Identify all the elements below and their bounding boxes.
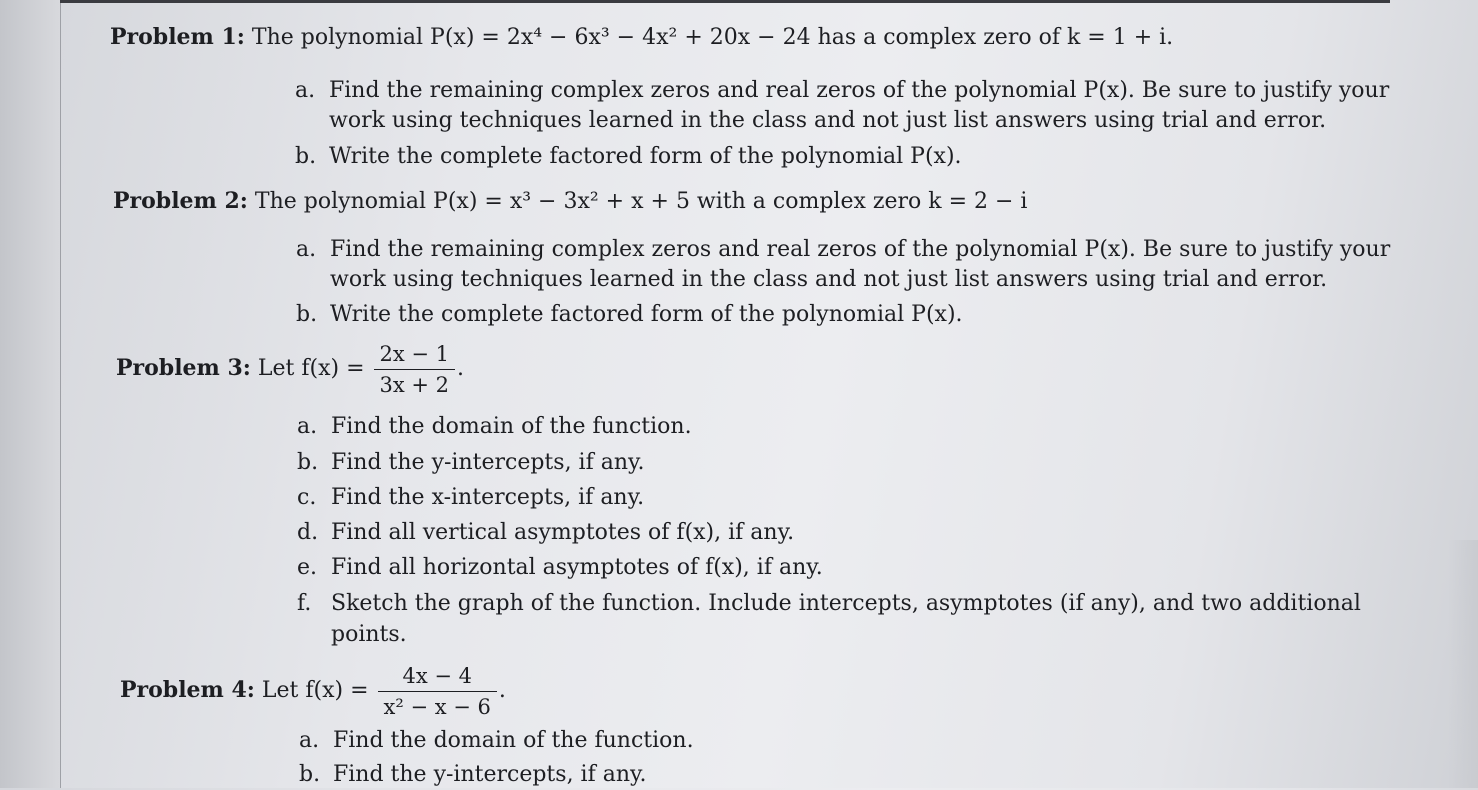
- part-text: Find the remaining complex zeros and real zeros of the polynomial P(x). Be sure to justify your: [329, 78, 1390, 103]
- part-letter: e.: [297, 555, 318, 580]
- part-text: Write the complete factored form of the polynomial P(x).: [330, 302, 963, 327]
- part-letter: a.: [297, 414, 318, 439]
- fraction-numerator: 4x − 4: [378, 663, 497, 692]
- problem-3-part-b: [297, 448, 645, 478]
- part-text: Find the y-intercepts, if any.: [331, 450, 645, 475]
- problem-3-part-a: [297, 412, 692, 442]
- problem-2-part-a-continuation: work using techniques learned in the class and not just list answers using trial and error.: [330, 267, 1328, 292]
- part-letter: b.: [296, 302, 318, 327]
- problem-2-label: Problem 2:: [113, 188, 248, 214]
- problem-1-label: Problem 1:: [110, 24, 245, 50]
- problem-2-statement: The polynomial P(x) = x³ − 3x² + x + 5 with a complex zero k = 2 − i: [254, 189, 1028, 214]
- fraction-numerator: 2x − 1: [374, 341, 456, 370]
- part-text: Find the y-intercepts, if any.: [333, 762, 647, 787]
- problem-3-part-f: [297, 589, 1361, 619]
- part-letter: b.: [295, 144, 317, 169]
- problem-3-fraction: [374, 341, 456, 398]
- part-letter: b.: [299, 762, 321, 787]
- fraction-denominator: x² − x − 6: [383, 694, 491, 719]
- part-letter: a.: [299, 728, 320, 753]
- problem-4-label: Problem 4:: [120, 677, 255, 703]
- problem-2-statement-line: [113, 186, 1027, 217]
- part-text: Find all vertical asymptotes of f(x), if any.: [331, 520, 795, 545]
- problem-2-part-a: [296, 235, 1390, 265]
- part-text: Find the x-intercepts, if any.: [331, 485, 645, 510]
- problem-1-part-a: [295, 76, 1389, 106]
- part-text: Write the complete factored form of the polynomial P(x).: [329, 144, 962, 169]
- problem-1-part-a-continuation: work using techniques learned in the class and not just list answers using trial and error.: [329, 108, 1327, 133]
- part-text: Sketch the graph of the function. Include intercepts, asymptotes (if any), and two additional: [331, 591, 1361, 616]
- problem-3-label: Problem 3:: [116, 355, 251, 381]
- problem-3-part-e: [297, 553, 823, 583]
- problem-3-part-f-continuation: points.: [331, 622, 407, 647]
- problem-4-lead: Let f(x) =: [261, 678, 369, 703]
- problem-4-fraction: [378, 663, 497, 720]
- part-letter: c.: [297, 485, 317, 510]
- problem-1-part-b: [295, 142, 962, 172]
- problem-1-statement-line: [110, 22, 1173, 53]
- problem-3-lead: Let f(x) =: [257, 356, 365, 381]
- problem-3-part-c: [297, 483, 644, 513]
- fraction-denominator: 3x + 2: [379, 372, 450, 397]
- shadow: [1448, 540, 1478, 788]
- part-letter: a.: [295, 78, 316, 103]
- problem-4-part-a: [299, 726, 694, 756]
- part-text: Find the domain of the function.: [333, 728, 694, 753]
- top-border-line: [60, 0, 1390, 3]
- part-letter: a.: [296, 237, 317, 262]
- page-left-margin: [0, 0, 60, 788]
- page-edge-line: [60, 0, 61, 788]
- problem-2-part-b: [296, 300, 963, 330]
- problem-3-part-d: [297, 518, 794, 548]
- part-text: Find the domain of the function.: [331, 414, 692, 439]
- problem-4-statement-line: Problem 4: Let f(x) = $\frac{4x - 4}{\text{x² − x − 6}}$ .: [120, 663, 506, 719]
- part-text: Find all horizontal asymptotes of f(x), if any.: [331, 555, 823, 580]
- part-text: Find the remaining complex zeros and real zeros of the polynomial P(x). Be sure to justify your: [330, 237, 1391, 262]
- part-letter: f.: [297, 591, 312, 616]
- part-letter: b.: [297, 450, 319, 475]
- problem-3-statement-line: Problem 3: Let f(x) = $\frac{2x - 1}{3x + 2}$ .: [116, 341, 465, 397]
- part-letter: d.: [297, 520, 319, 545]
- problem-1-statement: The polynomial P(x) = 2x⁴ − 6x³ − 4x² + 20x − 24 has a complex zero of k = 1 + i.: [251, 25, 1174, 50]
- problem-4-part-b: [299, 760, 647, 790]
